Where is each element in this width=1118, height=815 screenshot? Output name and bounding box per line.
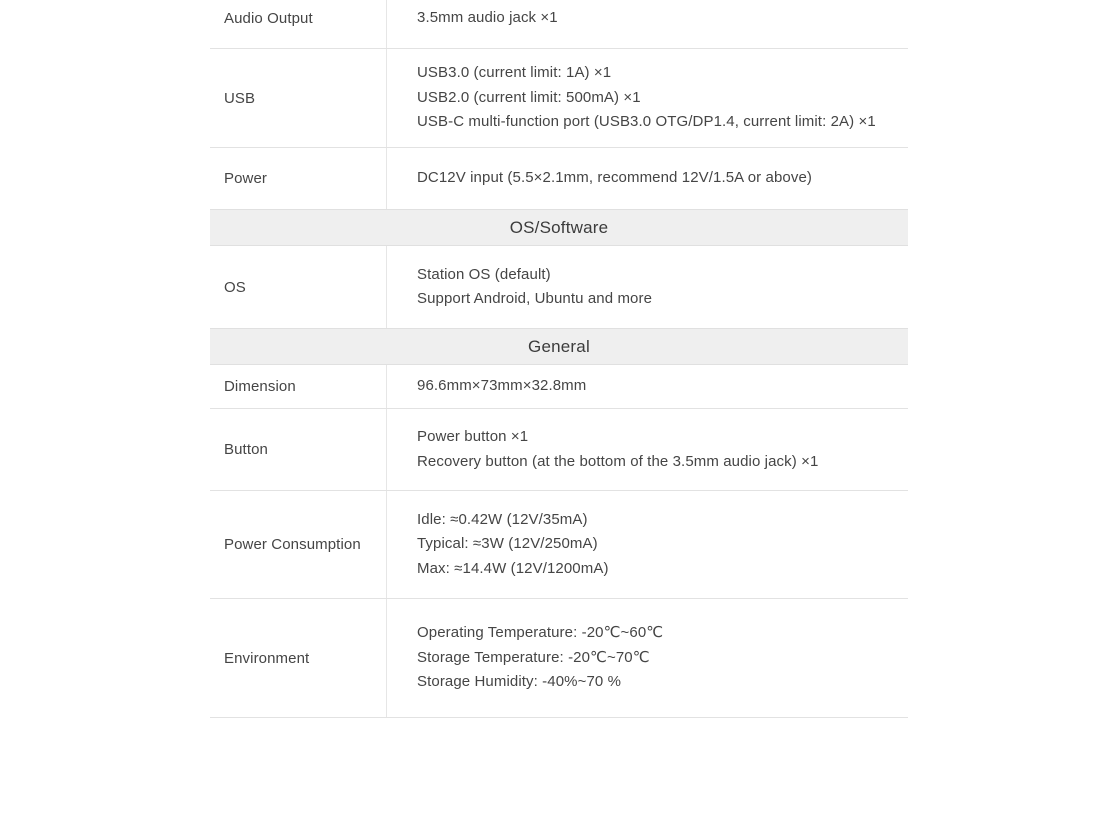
spec-row — [210, 49, 908, 148]
spec-row — [210, 0, 908, 49]
spec-value-line: Operating Temperature: -20℃~60℃ — [417, 624, 664, 642]
spec-label: Button — [210, 409, 387, 490]
spec-value — [387, 0, 908, 48]
spec-value — [387, 599, 908, 717]
spec-label: Audio Output — [210, 0, 387, 48]
spec-label: Power Consumption — [210, 491, 387, 598]
spec-value-line: Max: ≈14.4W (12V/1200mA) — [417, 559, 609, 577]
spec-value-line: USB3.0 (current limit: 1A) ×1 — [417, 64, 612, 82]
spec-label: Dimension — [210, 365, 387, 408]
spec-label: USB — [210, 49, 387, 147]
spec-label: Power — [210, 148, 387, 209]
spec-value-line: Typical: ≈3W (12V/250mA) — [417, 535, 598, 553]
spec-value — [387, 49, 908, 147]
spec-value-line: Recovery button (at the bottom of the 3.5mm audio jack) ×1 — [417, 452, 819, 470]
spec-value-line: Power button ×1 — [417, 428, 529, 445]
spec-value-line: Support Android, Ubuntu and more — [417, 290, 653, 307]
spec-value-line: Storage Humidity: -40%~70 % — [417, 673, 622, 691]
section-header: OS/Software — [210, 209, 908, 246]
spec-row — [210, 599, 908, 718]
spec-table — [210, 0, 908, 718]
spec-label: OS — [210, 246, 387, 328]
spec-row — [210, 148, 908, 210]
spec-row — [210, 365, 908, 409]
spec-value — [387, 365, 908, 408]
spec-value-line: USB2.0 (current limit: 500mA) ×1 — [417, 88, 641, 106]
spec-value — [387, 246, 908, 328]
spec-value — [387, 491, 908, 598]
spec-value-line: Idle: ≈0.42W (12V/35mA) — [417, 510, 588, 528]
spec-value-line: Station OS (default) — [417, 265, 551, 283]
spec-row — [210, 409, 908, 491]
spec-value — [387, 409, 908, 490]
section-header: General — [210, 328, 908, 365]
spec-value-line: 96.6mm×73mm×32.8mm — [417, 377, 587, 395]
spec-row — [210, 246, 908, 329]
spec-value-line: 3.5mm audio jack ×1 — [417, 9, 558, 27]
spec-value-line: Storage Temperature: -20℃~70℃ — [417, 648, 650, 666]
spec-label: Environment — [210, 599, 387, 717]
spec-value-line: USB-C multi-function port (USB3.0 OTG/DP1.4, current limit: 2A) ×1 — [417, 113, 876, 131]
spec-value-line: DC12V input (5.5×2.1mm, recommend 12V/1.5A or above) — [417, 169, 812, 187]
spec-row — [210, 491, 908, 599]
spec-value — [387, 148, 908, 209]
